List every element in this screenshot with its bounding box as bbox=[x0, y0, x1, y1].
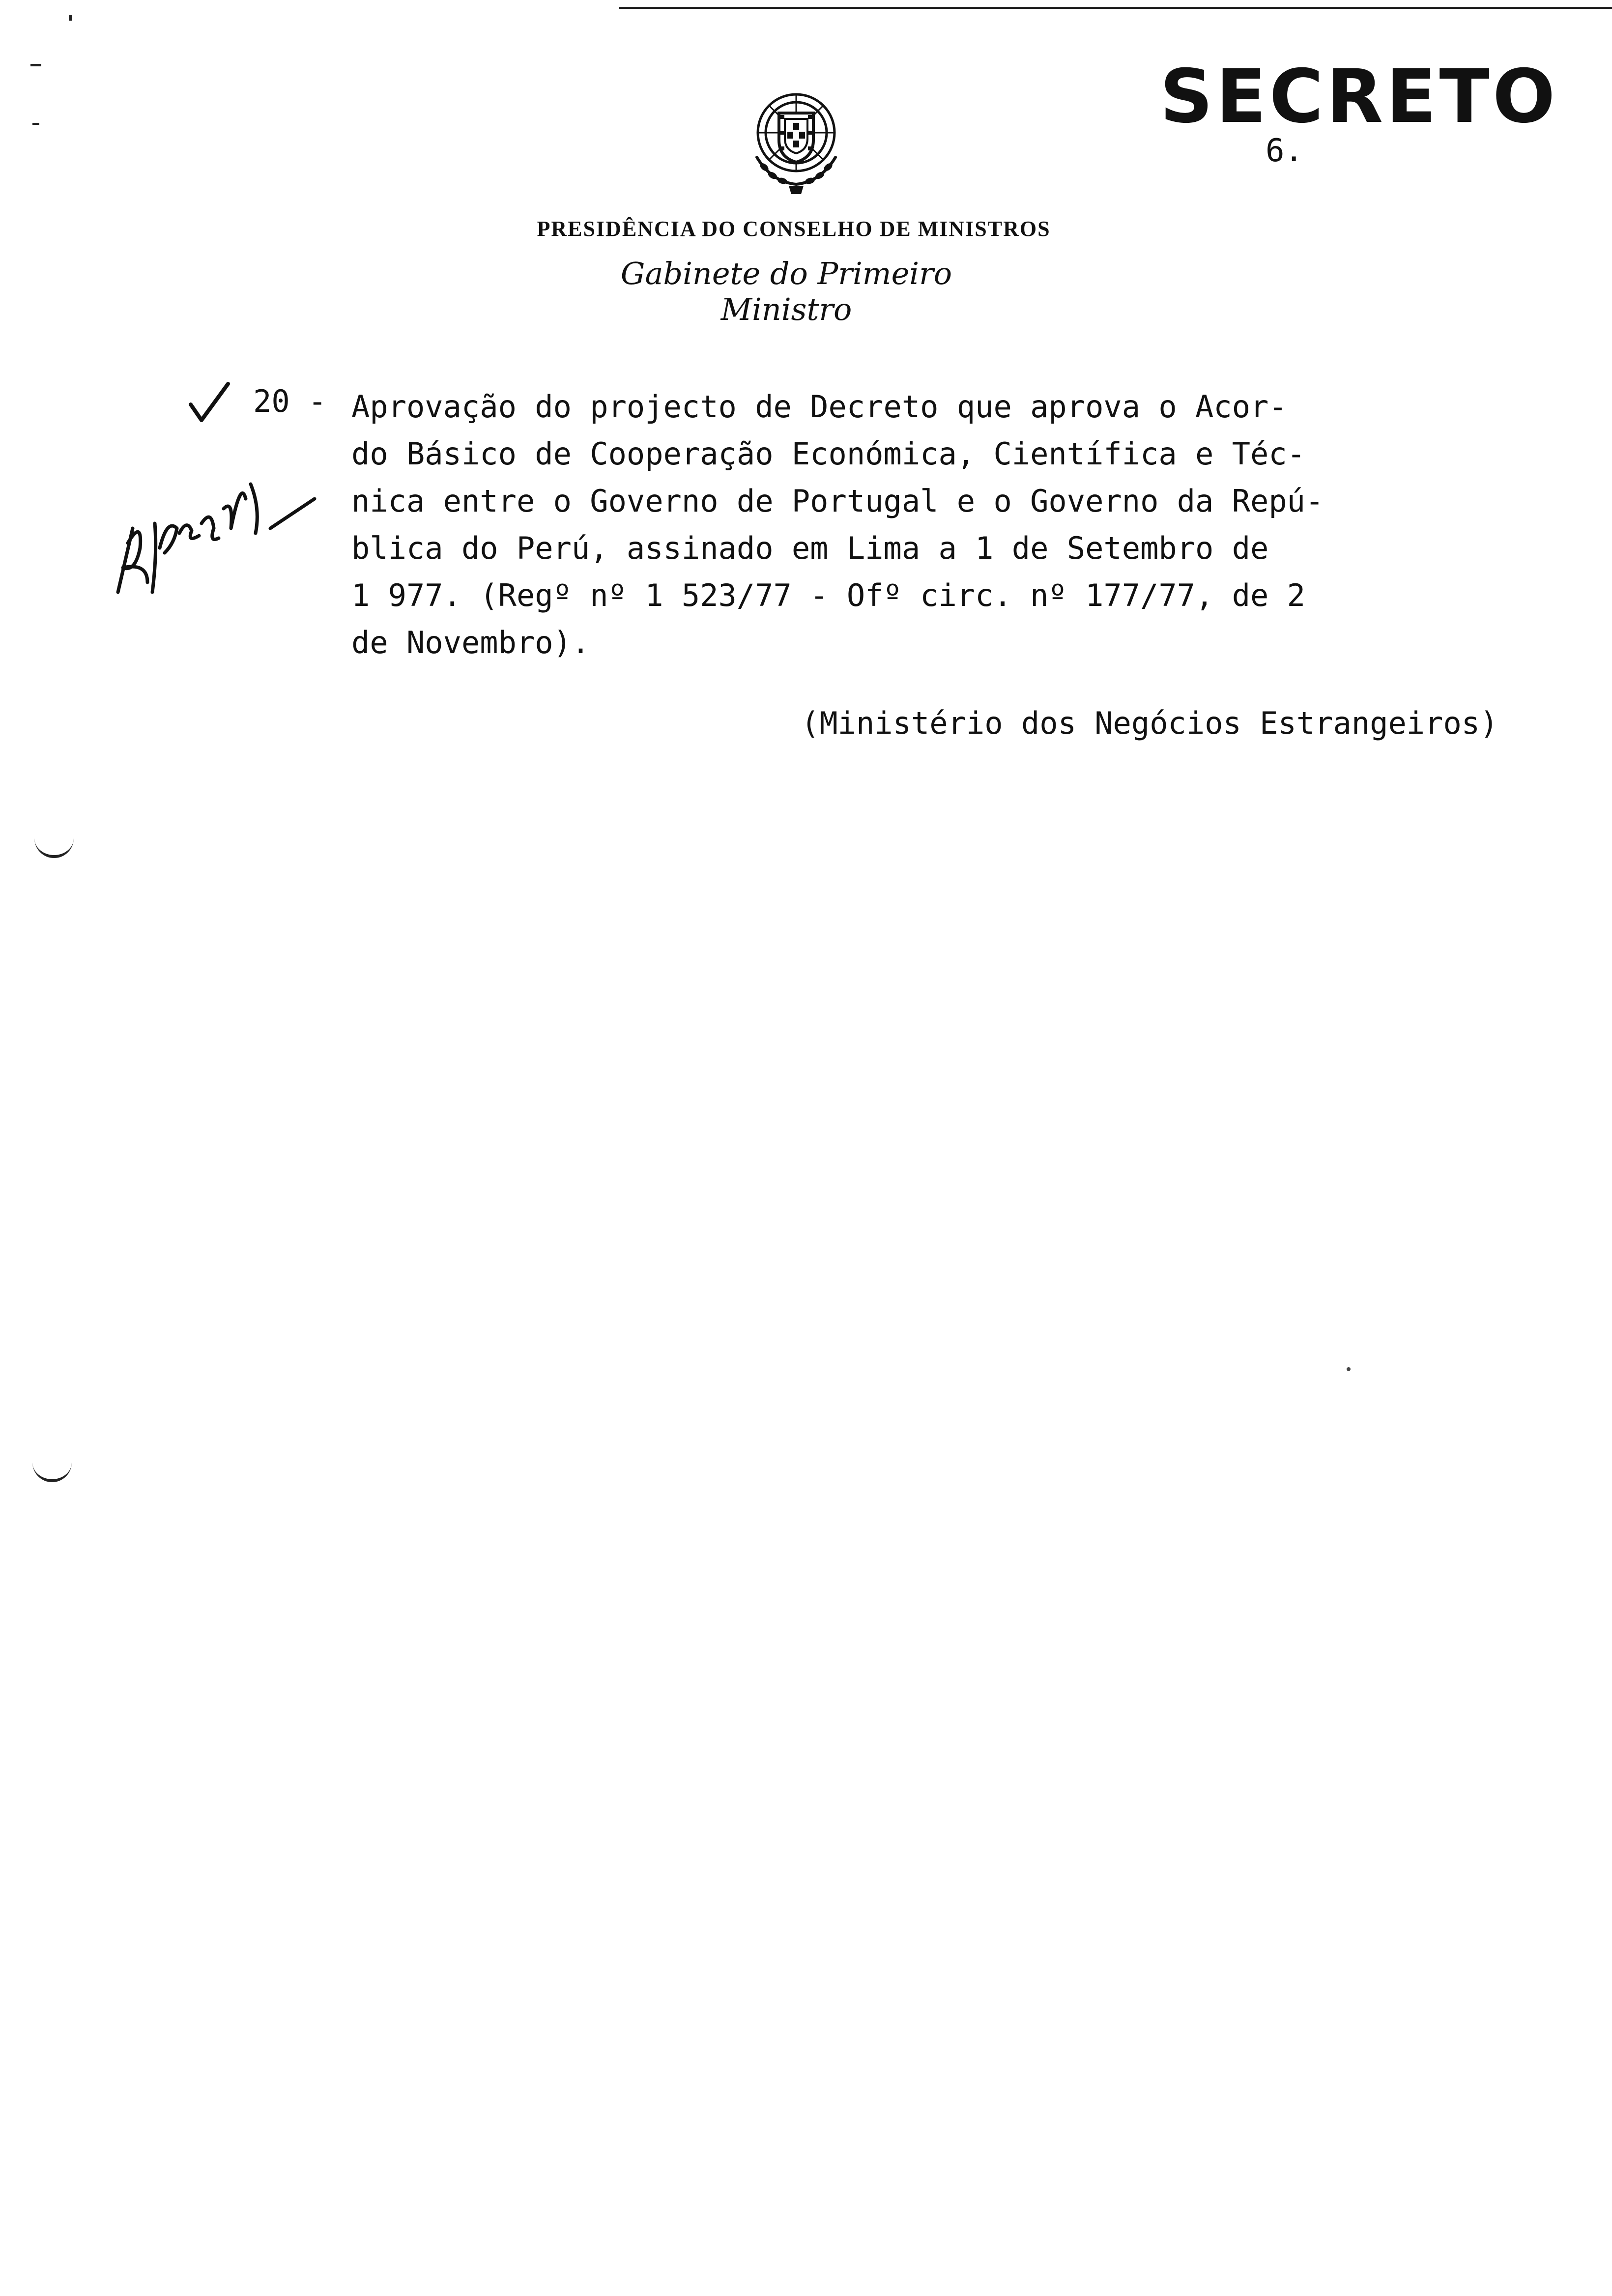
classification-stamp: SECRETO bbox=[1160, 54, 1558, 140]
punch-hole-mark bbox=[32, 1460, 72, 1482]
ministry-name: (Ministério dos Negócios Estrangeiros) bbox=[801, 705, 1498, 741]
scan-margin-mark bbox=[69, 15, 72, 21]
item-line: 1 977. (Regº nº 1 523/77 - Ofº circ. nº 177/77, de 2 bbox=[351, 577, 1306, 613]
scan-top-rule bbox=[619, 7, 1612, 9]
checkmark-icon bbox=[187, 381, 231, 425]
item-line: blica do Perú, assinado em Lima a 1 de Setembro de bbox=[351, 530, 1269, 566]
handwritten-signature bbox=[113, 469, 324, 602]
item-line: do Básico de Cooperação Económica, Científica e Téc- bbox=[351, 436, 1306, 472]
scan-margin-mark bbox=[32, 123, 39, 125]
page-number: 6. bbox=[1266, 133, 1304, 169]
cabinet-name: Gabinete do Primeiro Ministro bbox=[620, 256, 952, 327]
punch-hole-mark bbox=[34, 835, 74, 858]
item-text bbox=[351, 383, 1423, 666]
item-number: 20 - bbox=[253, 383, 327, 419]
item-line: Aprovação do projecto de Decreto que aprova o Acor- bbox=[351, 389, 1287, 425]
scan-margin-mark bbox=[30, 64, 41, 66]
office-name: PRESIDÊNCIA DO CONSELHO DE MINISTROS bbox=[537, 217, 1051, 241]
item-line: nica entre o Governo de Portugal e o Governo da Repú- bbox=[351, 483, 1324, 519]
scan-speck bbox=[1347, 1367, 1351, 1371]
item-line: de Novembro). bbox=[351, 625, 590, 660]
coat-of-arms-icon bbox=[737, 84, 855, 201]
